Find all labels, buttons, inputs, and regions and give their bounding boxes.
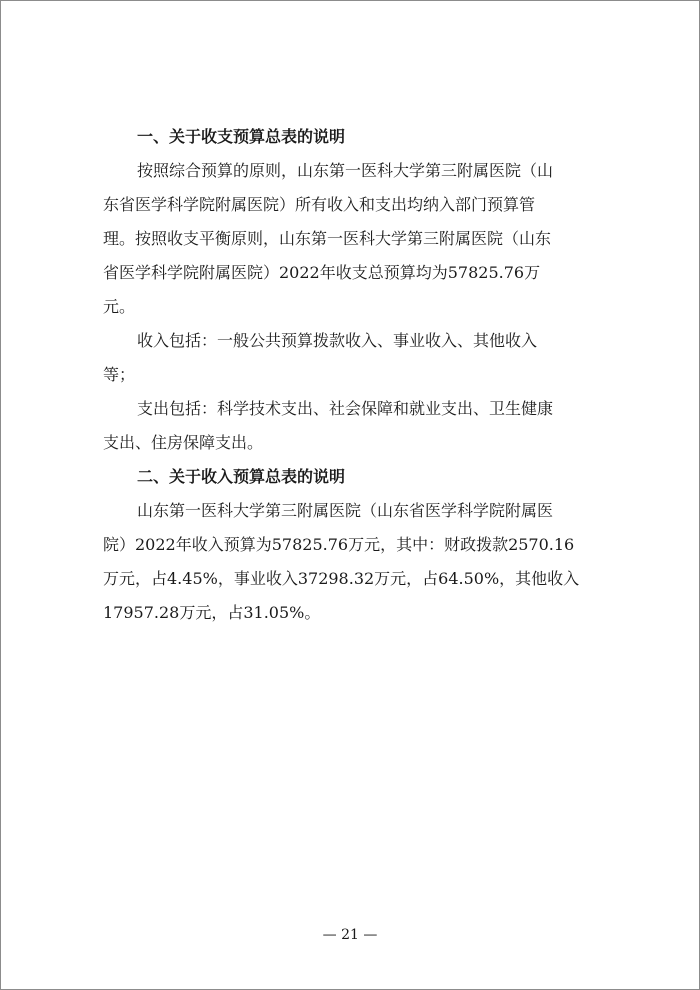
text-line: 理。按照收支平衡原则，山东第一医科大学第三附属医院（山东 — [103, 229, 552, 248]
text-line: 等； — [103, 365, 136, 384]
document-body — [103, 120, 603, 630]
section-1-heading: 一、关于收支预算总表的说明 — [137, 127, 346, 146]
section-2-paragraph-1 — [103, 494, 603, 630]
text-line: 支出、住房保障支出。 — [103, 433, 264, 452]
text-line: 院）2022年收入预算为57825.76万元，其中：财政拨款2570.16 — [103, 535, 575, 554]
text-line: 收入包括：一般公共预算拨款收入、事业收入、其他收入 — [137, 331, 538, 350]
text-line: 17957.28万元，占31.05%。 — [103, 603, 321, 622]
text-line: 省医学科学院附属医院）2022年收支总预算均为57825.76万 — [103, 263, 541, 282]
text-line: 元。 — [103, 297, 136, 316]
page-number: — 21 — — [322, 927, 378, 943]
text-line: 万元，占4.45%，事业收入37298.32万元，占64.50%，其他收入 — [103, 569, 580, 588]
text-line: 按照综合预算的原则，山东第一医科大学第三附属医院（山 — [137, 161, 554, 180]
text-line: 支出包括：科学技术支出、社会保障和就业支出、卫生健康 — [137, 399, 554, 418]
section-2-heading: 二、关于收入预算总表的说明 — [137, 467, 346, 486]
text-line: 山东第一医科大学第三附属医院（山东省医学科学院附属医 — [137, 501, 554, 520]
section-1-paragraph-2 — [103, 324, 603, 392]
section-1-paragraph-3 — [103, 392, 603, 460]
section-1-paragraph-1 — [103, 154, 603, 324]
text-line: 东省医学科学院附属医院）所有收入和支出均纳入部门预算管 — [103, 195, 536, 214]
